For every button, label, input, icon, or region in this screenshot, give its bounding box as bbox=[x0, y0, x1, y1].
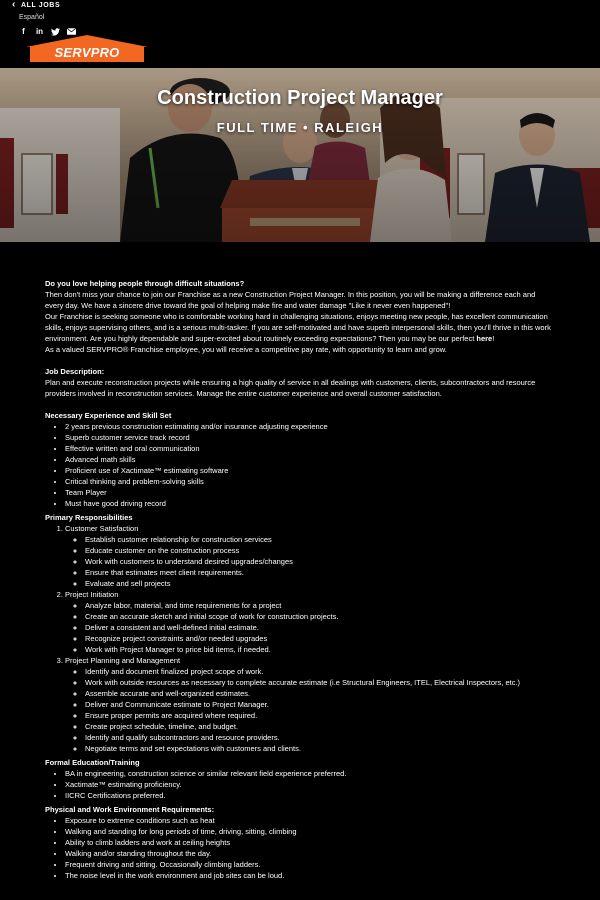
responsibility-sublist bbox=[65, 666, 555, 754]
intro-paragraph-3: As a valued SERVPRO® Franchise employee, you will receive a competitive pay rate, with opportunity to learn and grow. bbox=[45, 345, 447, 354]
list-item: ◦ Recognize project constraints and/or needed upgrades bbox=[85, 633, 555, 644]
list-item: • Effective written and oral communication bbox=[65, 443, 555, 454]
experience-heading: Necessary Experience and Skill Set bbox=[45, 411, 172, 420]
responsibility-group bbox=[65, 589, 555, 655]
list-item: ◦ Create an accurate sketch and initial scope of work for construction projects. bbox=[85, 611, 555, 622]
responsibility-group-title: Project Initiation bbox=[65, 590, 119, 599]
responsibilities-list bbox=[45, 523, 555, 754]
list-item: • Ability to climb ladders and work at ceiling heights bbox=[65, 837, 555, 848]
here-link[interactable]: here bbox=[476, 334, 493, 343]
intro-section bbox=[45, 278, 555, 355]
intro-paragraph-2-text: Our Franchise is seeking someone who is comfortable working hard in challenging situations, enjoys meeting new people, has excellent communication skills, enjoys supervising others, and is a serious multi-tasker. If you are self-motivated and have superb interpersonal skills, then you'll thrive in this work environment. Are you highly dependable and super-excited about routinely exceeding expectations? Then you may be our perfect bbox=[45, 312, 551, 343]
job-description-section bbox=[45, 366, 555, 399]
responsibility-group bbox=[65, 655, 555, 754]
list-item: ◦ Analyze labor, material, and time requirements for a project bbox=[85, 600, 555, 611]
physical-section bbox=[45, 804, 555, 881]
list-item: • Superb customer service track record bbox=[65, 432, 555, 443]
intro-question: Do you love helping people through difficult situations? bbox=[45, 279, 245, 288]
list-item: • Exposure to extreme conditions such as heat bbox=[65, 815, 555, 826]
list-item: ◦ Identify and qualify subcontractors and resource providers. bbox=[85, 732, 555, 743]
list-item: ◦ Deliver a consistent and well-defined initial estimate. bbox=[85, 622, 555, 633]
all-jobs-label: ALL JOBS bbox=[20, 1, 61, 9]
responsibility-group bbox=[65, 523, 555, 589]
list-item: ◦ Ensure proper permits are acquired where required. bbox=[85, 710, 555, 721]
education-list bbox=[45, 768, 555, 801]
responsibilities-heading: Primary Responsibilities bbox=[45, 513, 133, 522]
job-subtitle: FULL TIME • RALEIGH bbox=[216, 120, 384, 135]
hero-banner bbox=[0, 68, 600, 242]
list-item: ◦ Establish customer relationship for construction services bbox=[85, 534, 555, 545]
logo-text: SERVPRO bbox=[54, 45, 120, 60]
education-section bbox=[45, 757, 555, 801]
physical-heading: Physical and Work Environment Requirements: bbox=[45, 805, 215, 814]
list-item: ◦ Assemble accurate and well-organized estimates. bbox=[85, 688, 555, 699]
list-item: • Walking and/or standing throughout the day. bbox=[65, 848, 555, 859]
list-item: • Proficient use of Xactimate™ estimating software bbox=[65, 465, 555, 476]
responsibility-group-title: Project Planning and Management bbox=[65, 656, 181, 665]
list-item: ◦ Negotiate terms and set expectations with customers and clients. bbox=[85, 743, 555, 754]
job-description-content bbox=[0, 242, 600, 881]
list-item: ◦ Work with Project Manager to price bid items, if needed. bbox=[85, 644, 555, 655]
chevron-left-icon: ‹ bbox=[12, 0, 16, 10]
education-heading: Formal Education/Training bbox=[45, 758, 140, 767]
job-description-text: Plan and execute reconstruction projects while ensuring a high quality of service in all dealings with customers, clients, subcontractors and resource providers involved in reconstruction services. Manage the entire customer experience and overall customer satisfaction. bbox=[45, 378, 536, 398]
physical-list bbox=[45, 815, 555, 881]
list-item: • Team Player bbox=[65, 487, 555, 498]
list-item: ◦ Identify and document finalized project scope of work. bbox=[85, 666, 555, 677]
job-description-heading: Job Description: bbox=[45, 367, 105, 376]
intro-paragraph-1: Then don't miss your chance to join our Franchise as a new Construction Project Manager. In this position, you will be making a difference each and every day. We have a sincere drive toward the goal of helping make fire and water damage "Like it never even happened"! bbox=[45, 290, 536, 310]
list-item: • The noise level in the work environment and job sites can be loud. bbox=[65, 870, 555, 881]
list-item: ◦ Deliver and Communicate estimate to Project Manager. bbox=[85, 699, 555, 710]
servpro-logo[interactable] bbox=[26, 35, 148, 62]
list-item: ◦ Work with customers to understand desired upgrades/changes bbox=[85, 556, 555, 567]
intro-paragraph-2 bbox=[45, 311, 555, 344]
list-item: • Critical thinking and problem-solving skills bbox=[65, 476, 555, 487]
list-item: ◦ Work with outside resources as necessary to complete accurate estimate (i.e Structural Engineers, ITEL, Electrical Inspectors, etc.) bbox=[85, 677, 555, 688]
responsibility-sublist bbox=[65, 534, 555, 589]
intro-paragraph-2-end: ! bbox=[492, 334, 495, 343]
top-bar bbox=[0, 0, 600, 68]
list-item: • IICRC Certifications preferred. bbox=[65, 790, 555, 801]
list-item: • Must have good driving record bbox=[65, 498, 555, 509]
responsibility-sublist bbox=[65, 600, 555, 655]
list-item: • Advanced math skills bbox=[65, 454, 555, 465]
list-item: ◦ Ensure that estimates meet client requirements. bbox=[85, 567, 555, 578]
facebook-icon[interactable]: f bbox=[22, 27, 25, 36]
list-item: ◦ Create project schedule, timeline, and budget. bbox=[85, 721, 555, 732]
responsibility-group-title: Customer Satisfaction bbox=[65, 524, 139, 533]
experience-list bbox=[45, 421, 555, 509]
experience-section bbox=[45, 410, 555, 509]
list-item: • Xactimate™ estimating proficiency. bbox=[65, 779, 555, 790]
responsibilities-section bbox=[45, 512, 555, 754]
list-item: • Walking and standing for long periods of time, driving, sitting, climbing bbox=[65, 826, 555, 837]
linkedin-icon[interactable]: in bbox=[35, 27, 44, 36]
list-item: ◦ Educate customer on the construction process bbox=[85, 545, 555, 556]
list-item: • 2 years previous construction estimating and/or insurance adjusting experience bbox=[65, 421, 555, 432]
job-title: Construction Project Manager bbox=[157, 87, 443, 109]
list-item: ◦ Evaluate and sell projects bbox=[85, 578, 555, 589]
language-link[interactable]: Español bbox=[19, 14, 45, 21]
list-item: • BA in engineering, construction science or similar relevant field experience preferred. bbox=[65, 768, 555, 779]
list-item: • Frequent driving and sitting. Occasionally climbing ladders. bbox=[65, 859, 555, 870]
all-jobs-link[interactable] bbox=[12, 1, 60, 9]
